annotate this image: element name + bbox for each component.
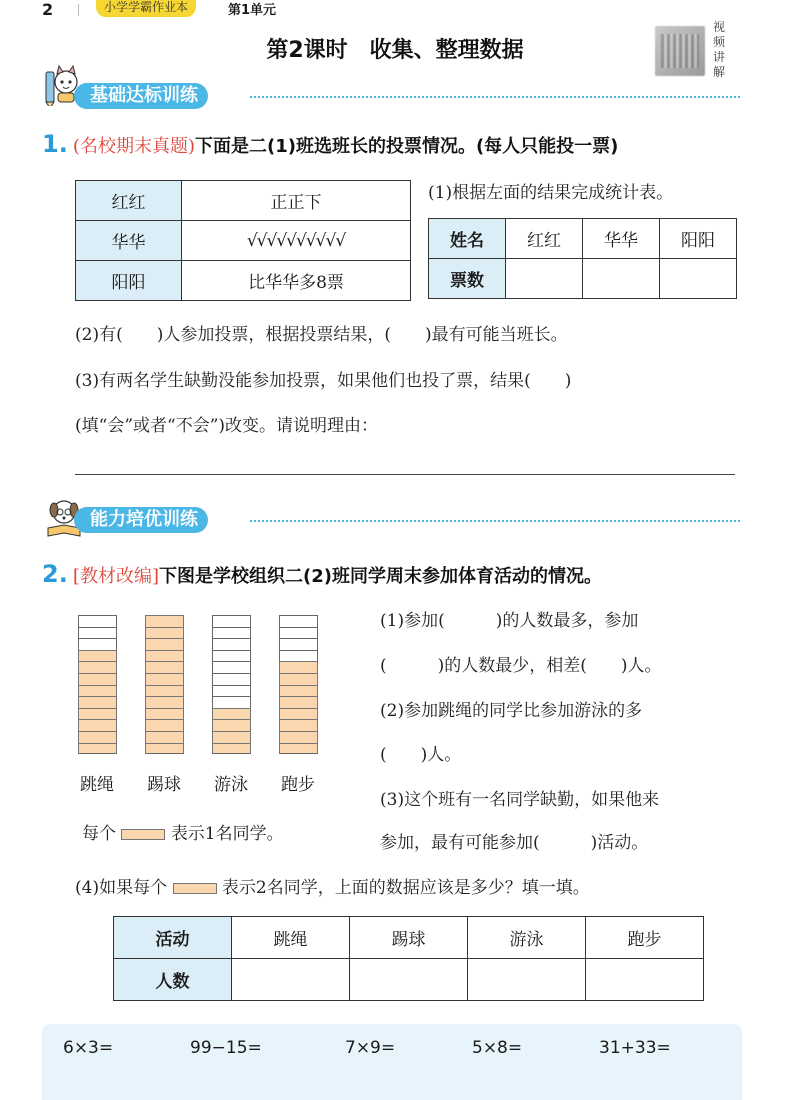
book-name-badge: 小学学霸作业本 xyxy=(96,0,196,17)
chart-legend xyxy=(82,819,284,844)
chart-cell xyxy=(279,696,318,708)
table-row xyxy=(114,959,704,1001)
question-2-heading xyxy=(42,560,602,588)
chart-cell xyxy=(279,708,318,720)
chart-cell xyxy=(145,673,184,685)
chart-cell xyxy=(212,627,251,639)
chart-cell xyxy=(78,615,117,627)
calc-item: 31+33= xyxy=(599,1038,671,1058)
qr-side-char: 频 xyxy=(713,35,726,49)
chart-cell xyxy=(212,615,251,627)
chart-cell xyxy=(212,696,251,708)
chart-bar xyxy=(145,615,184,754)
activity-header-cell: 跑步 xyxy=(586,917,704,959)
qr-side-char: 解 xyxy=(713,65,726,79)
legend-suffix: 表示1名同学。 xyxy=(170,824,284,844)
table-row xyxy=(76,221,411,261)
answer-cell[interactable] xyxy=(468,959,586,1001)
activity-bar-chart xyxy=(78,615,338,765)
answer-cell[interactable] xyxy=(660,259,737,299)
chart-cell xyxy=(279,673,318,685)
sub4-suffix: 表示2名同学，上面的数据应该是多少？填一填。 xyxy=(221,878,590,898)
stat-header-cell: 阳阳 xyxy=(660,219,737,259)
q2-sub1-line2: ( )的人数最少，相差( )人。 xyxy=(380,656,662,676)
chart-cell xyxy=(279,743,318,755)
chart-cell xyxy=(279,661,318,673)
chart-cell xyxy=(145,696,184,708)
stat-header-cell: 华华 xyxy=(583,219,660,259)
chart-cell xyxy=(212,731,251,743)
q1-sub2: (2)有( )人参加投票，根据投票结果，( )最有可能当班长。 xyxy=(75,325,568,345)
chart-cell xyxy=(279,627,318,639)
activity-header-cell: 跳绳 xyxy=(232,917,350,959)
chart-cell xyxy=(279,615,318,627)
activity-table xyxy=(113,916,704,1001)
chart-cell xyxy=(78,731,117,743)
answer-cell[interactable] xyxy=(586,959,704,1001)
chart-cell xyxy=(78,696,117,708)
q2-sub1-line1: (1)参加( )的人数最多，参加 xyxy=(380,611,639,631)
section-banner-label: 基础达标训练 xyxy=(74,83,208,109)
legend-prefix: 每个 xyxy=(82,824,116,844)
chart-cell xyxy=(212,719,251,731)
chart-category-label: 游泳 xyxy=(214,775,248,795)
legend-swatch-icon xyxy=(121,829,165,840)
q2-sub3-line2: 参加，最有可能参加( )活动。 xyxy=(380,833,649,853)
stat-row-label: 票数 xyxy=(429,259,506,299)
chart-cell xyxy=(145,661,184,673)
question-source-tag: [教材改编] xyxy=(72,566,159,587)
qr-side-char: 讲 xyxy=(713,50,726,64)
q2-sub2-line1: (2)参加跳绳的同学比参加游泳的多 xyxy=(380,701,643,721)
chart-cell xyxy=(145,615,184,627)
chart-cell xyxy=(279,719,318,731)
chart-cell xyxy=(78,650,117,662)
activity-header-cell: 踢球 xyxy=(350,917,468,959)
chart-category-label: 跑步 xyxy=(281,775,315,795)
chart-cell xyxy=(145,650,184,662)
vote-value-cell: 正正下 xyxy=(182,181,411,221)
chart-cell xyxy=(212,650,251,662)
calc-item: 5×8= xyxy=(472,1038,523,1058)
chart-cell xyxy=(145,708,184,720)
chart-cell xyxy=(78,719,117,731)
sub4-prefix: (4)如果每个 xyxy=(75,878,168,898)
chart-cell xyxy=(78,638,117,650)
lesson-title: 第2课时 收集、整理数据 xyxy=(266,38,524,63)
section-banner-advanced xyxy=(74,507,208,533)
chart-category-label: 踢球 xyxy=(147,775,181,795)
vote-name-cell: 阳阳 xyxy=(76,261,182,301)
calc-item: 7×9= xyxy=(345,1038,396,1058)
chart-cell xyxy=(212,743,251,755)
q1-sub1: (1)根据左面的结果完成统计表。 xyxy=(428,183,674,203)
activity-header-cell: 活动 xyxy=(114,917,232,959)
table-row xyxy=(114,917,704,959)
activity-chart-labels xyxy=(72,770,342,796)
q2-sub3-line1: (3)这个班有一名同学缺勤，如果他来 xyxy=(380,790,660,810)
page-number: 2 xyxy=(42,0,54,19)
qr-side-text xyxy=(713,20,727,80)
chart-cell xyxy=(78,708,117,720)
question-text: 下面是二(1)班选班长的投票情况。(每人只能投一票) xyxy=(194,136,619,157)
table-row xyxy=(76,181,411,221)
unit-label: 第1单元 xyxy=(228,3,277,18)
chart-cell xyxy=(212,708,251,720)
chart-cell xyxy=(78,673,117,685)
activity-row-label: 人数 xyxy=(114,959,232,1001)
vote-value-cell: √√√√√√√√√√ xyxy=(182,221,411,261)
question-text: 下图是学校组织二(2)班同学周末参加体育活动的情况。 xyxy=(158,566,602,587)
chart-cell xyxy=(212,685,251,697)
question-number: 2. xyxy=(42,560,68,588)
q2-sub2-line2: ( )人。 xyxy=(380,745,462,765)
vote-name-cell: 红红 xyxy=(76,181,182,221)
section-banner-basic xyxy=(74,83,208,109)
calc-item: 99−15= xyxy=(190,1038,262,1058)
question-number: 1. xyxy=(42,130,68,158)
legend-swatch-icon xyxy=(173,883,217,894)
stat-table xyxy=(428,218,737,299)
answer-cell[interactable] xyxy=(583,259,660,299)
chart-cell xyxy=(78,627,117,639)
chart-cell xyxy=(279,731,318,743)
chart-cell xyxy=(279,638,318,650)
chart-cell xyxy=(279,650,318,662)
q2-sub4 xyxy=(75,873,590,898)
answer-line[interactable] xyxy=(75,474,735,475)
section-banner-label: 能力培优训练 xyxy=(74,507,208,533)
activity-header-cell: 游泳 xyxy=(468,917,586,959)
chart-cell xyxy=(145,685,184,697)
answer-cell[interactable] xyxy=(232,959,350,1001)
header-divider xyxy=(78,4,79,16)
chart-bar xyxy=(279,615,318,754)
question-source-tag: (名校期末真题) xyxy=(72,136,195,157)
vote-name-cell: 华华 xyxy=(76,221,182,261)
stat-header-cell: 姓名 xyxy=(429,219,506,259)
calc-item: 6×3= xyxy=(63,1038,114,1058)
qr-side-char: 视 xyxy=(713,20,726,34)
chart-cell xyxy=(145,627,184,639)
banner-dotted-line xyxy=(250,96,740,98)
oral-calculation-box xyxy=(42,1024,742,1100)
chart-bar xyxy=(78,615,117,754)
stat-header-cell: 红红 xyxy=(506,219,583,259)
chart-cell xyxy=(145,719,184,731)
vote-table xyxy=(75,180,411,301)
table-row xyxy=(429,259,737,299)
vote-value-cell: 比华华多8票 xyxy=(182,261,411,301)
chart-cell xyxy=(145,731,184,743)
chart-cell xyxy=(212,661,251,673)
chart-category-label: 跳绳 xyxy=(80,775,114,795)
chart-cell xyxy=(78,661,117,673)
question-1-heading xyxy=(42,130,618,158)
banner-dotted-line xyxy=(250,520,740,522)
table-row xyxy=(76,261,411,301)
chart-cell xyxy=(212,673,251,685)
table-row xyxy=(429,219,737,259)
chart-bar xyxy=(212,615,251,754)
chart-cell xyxy=(279,685,318,697)
answer-cell[interactable] xyxy=(350,959,468,1001)
chart-cell xyxy=(78,743,117,755)
answer-cell[interactable] xyxy=(506,259,583,299)
chart-cell xyxy=(212,638,251,650)
q1-sub3-line2: (填“会”或者“不会”)改变。请说明理由： xyxy=(75,416,379,436)
q1-sub3-line1: (3)有两名学生缺勤没能参加投票，如果他们也投了票，结果( ) xyxy=(75,371,572,391)
chart-cell xyxy=(145,638,184,650)
qr-code-image[interactable] xyxy=(655,26,705,76)
chart-cell xyxy=(78,685,117,697)
chart-cell xyxy=(145,743,184,755)
